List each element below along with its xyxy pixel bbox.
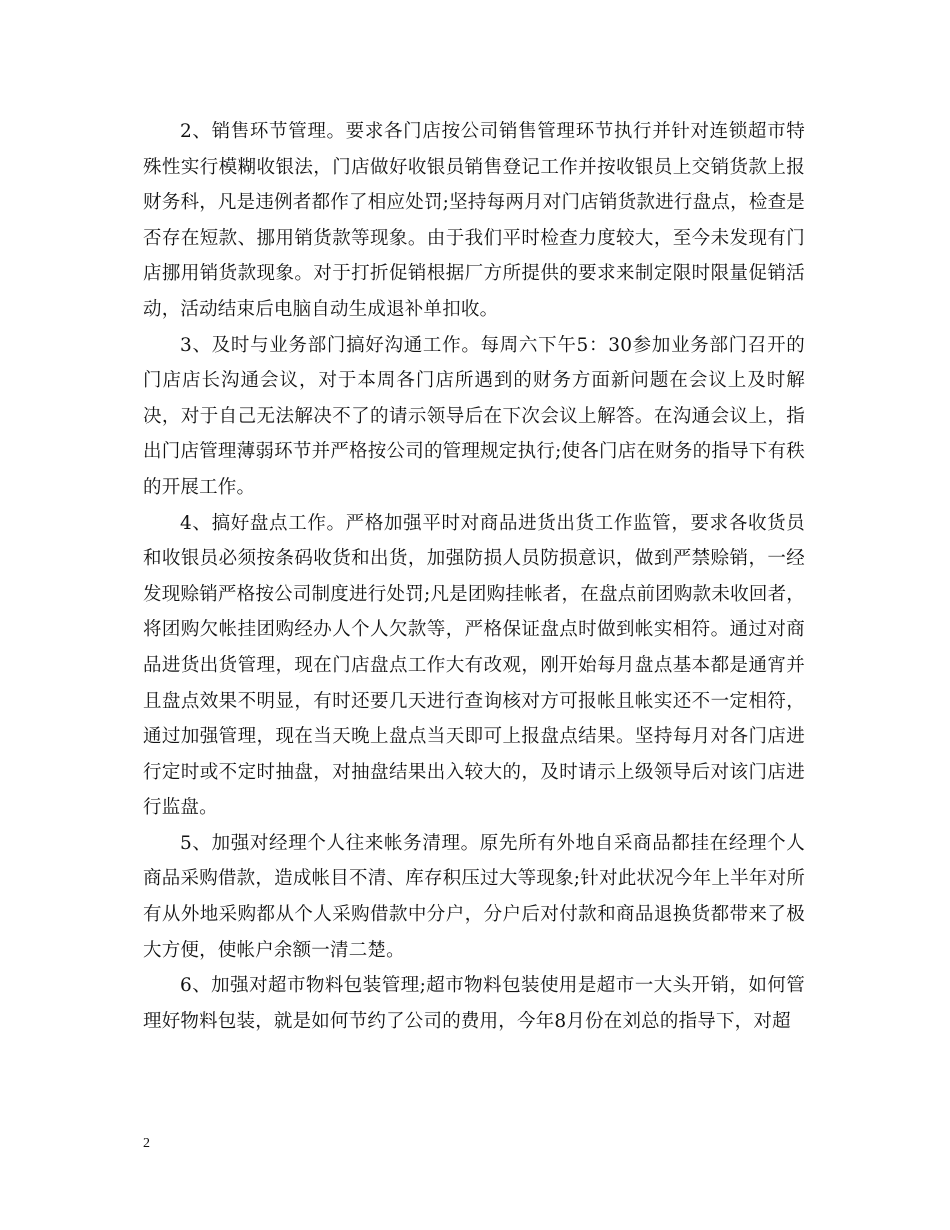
paragraph-sales-management: 2、销售环节管理。要求各门店按公司销售管理环节执行并针对连锁超市特殊性实行模糊收银法，门店做好收银员销售登记工作并按收银员上交销货款上报财务科，凡是违例者都作了相应处罚;坚持每两月对门店销货款进行盘点，检查是否存在短款、挪用销货款等现象。由于我们平时检查力度较大，至今未发现有门店挪用销货款现象。对于打折促销根据厂方所提供的要求来制定限时限量促销活动，活动结束后电脑自动生成退补单扣收。 (143, 121, 805, 320)
document-body (143, 114, 805, 1039)
page-number: 2 (143, 1136, 150, 1151)
paragraph-inventory-count: 4、搞好盘点工作。严格加强平时对商品进货出货工作监管，要求各收货员和收银员必须按条码收货和出货，加强防损人员防损意识，做到严禁赊销，一经发现赊销严格按公司制度进行处罚;凡是团购挂帐者，在盘点前团购款未收回者，将团购欠帐挂团购经办人个人欠款等，严格保证盘点时做到帐实相符。通过对商品进货出货管理，现在门店盘点工作大有改观，刚开始每月盘点基本都是通宵并且盘点效果不明显，有时还要几天进行查询核对方可报帐且帐实还不一定相符，通过加强管理，现在当天晚上盘点当天即可上报盘点结果。坚持每月对各门店进行定时或不定时抽盘，对抽盘结果出入较大的，及时请示上级领导后对该门店进行监盘。 (143, 512, 805, 819)
paragraph-manager-accounts: 5、加强对经理个人往来帐务清理。原先所有外地自采商品都挂在经理个人商品采购借款，造成帐目不清、库存积压过大等现象;针对此状况今年上半年对所有从外地采购都从个人采购借款中分户，分户后对付款和商品退换货都带来了极大方便，使帐户余额一清二楚。 (143, 832, 805, 961)
paragraph-business-communication: 3、及时与业务部门搞好沟通工作。每周六下午5：30参加业务部门召开的门店店长沟通会议，对于本周各门店所遇到的财务方面新问题在会议上及时解决，对于自己无法解决不了的请示领导后在下次会议上解答。在沟通会议上，指出门店管理薄弱环节并严格按公司的管理规定执行;使各门店在财务的指导下有秩的开展工作。 (143, 334, 805, 498)
paragraph-packaging-management: 6、加强对超市物料包装管理;超市物料包装使用是超市一大头开销，如何管理好物料包装，就是如何节约了公司的费用，今年8月份在刘总的指导下，对超 (143, 975, 805, 1032)
